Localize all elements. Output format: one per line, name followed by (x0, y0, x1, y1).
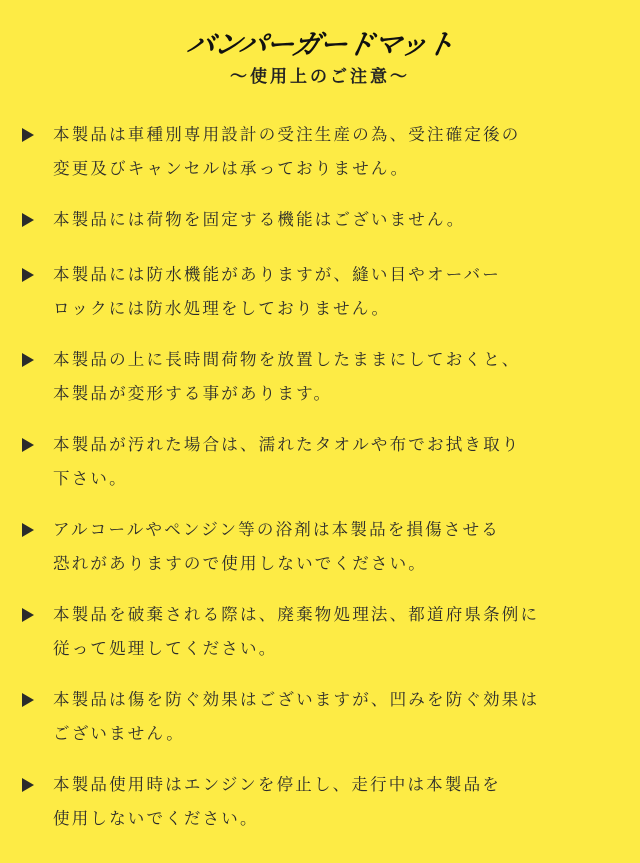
triangle-bullet-icon (22, 353, 34, 367)
precaution-item (22, 343, 632, 411)
triangle-bullet-icon (22, 693, 34, 707)
precaution-text-line: 下さい。 (53, 469, 128, 488)
precaution-item (22, 118, 632, 186)
precaution-item (22, 598, 632, 666)
precaution-text-line: 恐れがありますので使用しないでください。 (53, 554, 427, 573)
precaution-text-line: 本製品は車種別専用設計の受注生産の為、受注確定後の (53, 125, 521, 144)
precaution-item (22, 203, 632, 237)
precaution-text-line: 使用しないでください。 (53, 809, 259, 828)
triangle-bullet-icon (22, 213, 34, 227)
precaution-text-line: 本製品には荷物を固定する機能はございません。 (53, 210, 466, 229)
precaution-text-line: 従って処理してください。 (53, 639, 278, 658)
precaution-text-line: 本製品には防水機能がありますが、縫い目やオーバー (53, 265, 501, 284)
precaution-item (22, 513, 632, 581)
header (0, 0, 640, 88)
precaution-text-line: ロックには防水処理をしておりません。 (53, 299, 391, 318)
precaution-item (22, 258, 632, 326)
precaution-item (22, 683, 632, 751)
precaution-item (22, 768, 632, 836)
precaution-text-line: 本製品使用時はエンジンを停止し、走行中は本製品を (53, 775, 501, 794)
triangle-bullet-icon (22, 438, 34, 452)
triangle-bullet-icon (22, 128, 34, 142)
triangle-bullet-icon (22, 778, 34, 792)
precaution-text-line: 本製品が変形する事があります。 (53, 384, 333, 403)
triangle-bullet-icon (22, 523, 34, 537)
triangle-bullet-icon (22, 268, 34, 282)
precaution-text-line: 本製品は傷を防ぐ効果はございますが、凹みを防ぐ効果は (53, 690, 540, 709)
product-title-logo: バンパーガードマット (183, 28, 457, 61)
precaution-item (22, 428, 632, 496)
precaution-text-line: 本製品を破棄される際は、廃棄物処理法、都道府県条例に (53, 605, 540, 624)
precaution-text-line: 変更及びキャンセルは承っておりません。 (53, 159, 410, 178)
precaution-text-line: 本製品の上に長時間荷物を放置したままにしておくと、 (53, 350, 521, 369)
precautions-list (22, 118, 632, 853)
triangle-bullet-icon (22, 608, 34, 622)
section-subtitle: 〜使用上のご注意〜 (230, 67, 410, 87)
precaution-text-line: アルコールやペンジン等の浴剤は本製品を損傷させる (53, 520, 500, 539)
precaution-text-line: ございません。 (53, 724, 185, 743)
precaution-text-line: 本製品が汚れた場合は、濡れたタオルや布でお拭き取り (53, 435, 521, 454)
